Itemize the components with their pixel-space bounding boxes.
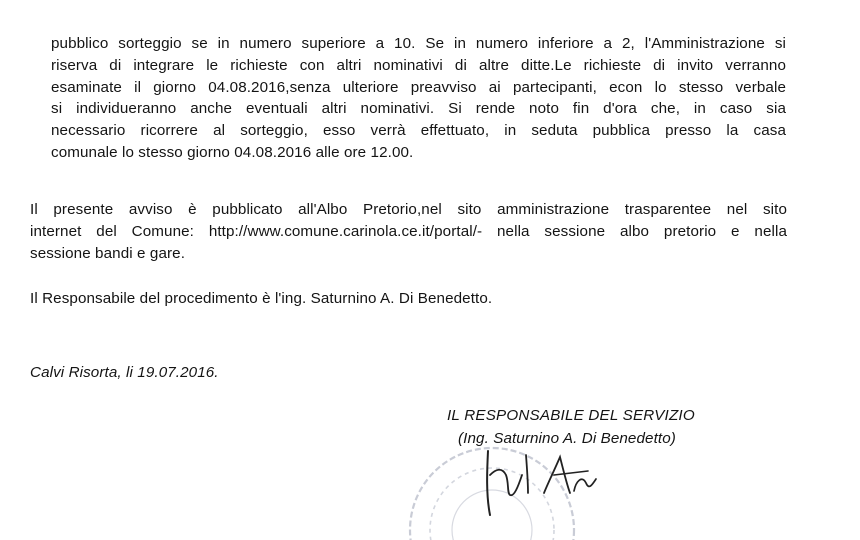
- text-line: riserva di integrare le richieste con altri nominativi di altre ditte.Le richieste di invito verranno: [51, 56, 786, 74]
- text-line: si individueranno anche eventuali altri nominativi. Si rende noto fin d'ora che, in caso sia: [51, 100, 786, 118]
- text-line: comunale lo stesso giorno 04.08.2016 alle ore 12.00.: [51, 143, 414, 161]
- place-and-date: Calvi Risorta, li 19.07.2016.: [30, 364, 219, 381]
- signature-name: (Ing. Saturnino A. Di Benedetto): [458, 430, 676, 447]
- text-line: Il Responsabile del procedimento è l'ing. Saturnino A. Di Benedetto.: [30, 290, 493, 307]
- text-line: pubblico sorteggio se in numero superiore a 10. Se in numero inferiore a 2, l'Amministrazione si: [51, 35, 786, 52]
- paragraph-lottery: [51, 33, 786, 164]
- paragraph-publication: [30, 199, 787, 264]
- text-line: esaminate il giorno 04.08.2016,senza ulteriore preavviso ai partecipanti, econ lo stesso verbale: [51, 78, 786, 96]
- text-line: internet del Comune: http://www.comune.carinola.ce.it/portal/- nella sessione albo pretorio e nella: [30, 222, 787, 240]
- handwritten-signature: [478, 445, 618, 525]
- signature-title: IL RESPONSABILE DEL SERVIZIO: [447, 407, 695, 424]
- text-line: Il presente avviso è pubblicato all'Albo Pretorio,nel sito amministrazione trasparentee nel sito: [30, 201, 787, 218]
- paragraph-responsible: [30, 288, 787, 310]
- text-line: necessario ricorrere al sorteggio, esso verrà effettuato, in seduta pubblica presso la casa: [51, 122, 786, 140]
- text-line: sessione bandi e gare.: [30, 244, 186, 262]
